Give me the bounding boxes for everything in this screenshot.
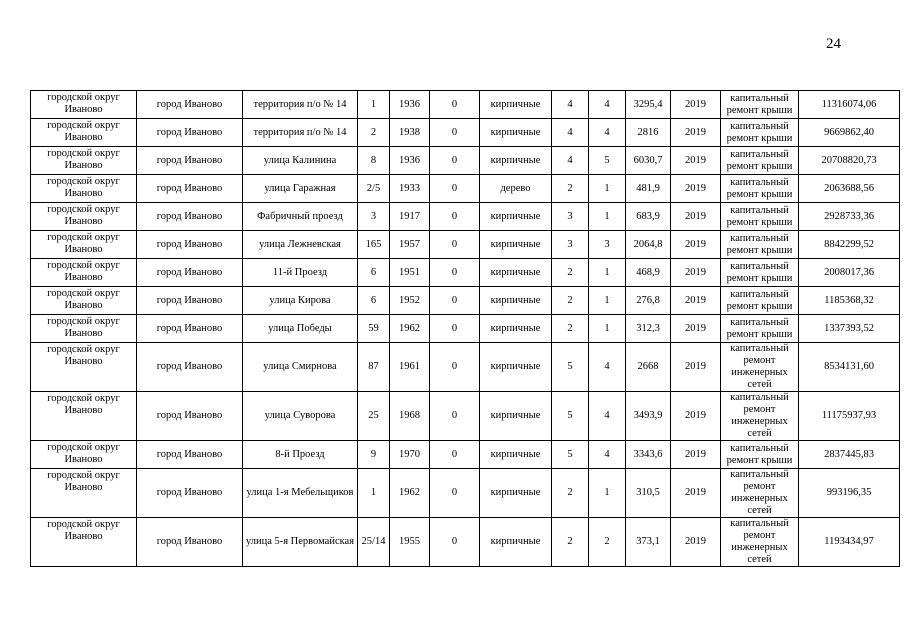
cell-floors: 3 <box>552 203 589 231</box>
cell-area: 276,8 <box>626 287 671 315</box>
cell-entrances: 4 <box>589 119 626 147</box>
cell-year: 1951 <box>390 259 430 287</box>
cell-district: городской округ Иваново <box>31 441 137 469</box>
cell-district: городской округ Иваново <box>31 315 137 343</box>
cell-material: кирпичные <box>480 231 552 259</box>
cell-floors: 2 <box>552 315 589 343</box>
cell-house: 3 <box>358 203 390 231</box>
table-row <box>31 259 900 287</box>
cell-entrances: 3 <box>589 231 626 259</box>
cell-year: 1917 <box>390 203 430 231</box>
cell-extra: 0 <box>430 231 480 259</box>
cell-district: городской округ Иваново <box>31 203 137 231</box>
cell-extra: 0 <box>430 147 480 175</box>
cell-year: 1936 <box>390 91 430 119</box>
table-row <box>31 315 900 343</box>
repair-plan-table <box>30 90 900 567</box>
cell-area: 3295,4 <box>626 91 671 119</box>
cell-area: 3493,9 <box>626 392 671 441</box>
cell-street: улица Суворова <box>243 392 358 441</box>
cell-material: кирпичные <box>480 518 552 567</box>
cell-house: 25 <box>358 392 390 441</box>
cell-plan-year: 2019 <box>671 287 721 315</box>
cell-material: кирпичные <box>480 392 552 441</box>
cell-cost: 8842299,52 <box>799 231 900 259</box>
cell-floors: 5 <box>552 392 589 441</box>
cell-house: 9 <box>358 441 390 469</box>
page-number: 24 <box>826 36 841 52</box>
cell-entrances: 4 <box>589 441 626 469</box>
cell-extra: 0 <box>430 343 480 392</box>
cell-material: кирпичные <box>480 91 552 119</box>
cell-area: 312,3 <box>626 315 671 343</box>
cell-year: 1970 <box>390 441 430 469</box>
cell-plan-year: 2019 <box>671 343 721 392</box>
cell-material: дерево <box>480 175 552 203</box>
cell-entrances: 4 <box>589 392 626 441</box>
cell-extra: 0 <box>430 119 480 147</box>
cell-city: город Иваново <box>137 147 243 175</box>
cell-material: кирпичные <box>480 287 552 315</box>
cell-work: капитальный ремонт крыши <box>721 287 799 315</box>
cell-extra: 0 <box>430 315 480 343</box>
cell-city: город Иваново <box>137 119 243 147</box>
table-row <box>31 392 900 441</box>
cell-entrances: 1 <box>589 259 626 287</box>
cell-city: город Иваново <box>137 392 243 441</box>
cell-cost: 1337393,52 <box>799 315 900 343</box>
cell-cost: 8534131,60 <box>799 343 900 392</box>
cell-work: капитальный ремонт крыши <box>721 119 799 147</box>
cell-plan-year: 2019 <box>671 203 721 231</box>
cell-work: капитальный ремонт крыши <box>721 203 799 231</box>
cell-street: улица Кирова <box>243 287 358 315</box>
cell-floors: 3 <box>552 231 589 259</box>
cell-entrances: 1 <box>589 287 626 315</box>
cell-area: 468,9 <box>626 259 671 287</box>
cell-house: 6 <box>358 259 390 287</box>
cell-house: 1 <box>358 91 390 119</box>
cell-plan-year: 2019 <box>671 91 721 119</box>
cell-extra: 0 <box>430 91 480 119</box>
cell-street: территория п/о № 14 <box>243 91 358 119</box>
cell-extra: 0 <box>430 469 480 518</box>
cell-plan-year: 2019 <box>671 147 721 175</box>
cell-area: 3343,6 <box>626 441 671 469</box>
cell-cost: 1185368,32 <box>799 287 900 315</box>
cell-district: городской округ Иваново <box>31 469 137 518</box>
cell-district: городской округ Иваново <box>31 518 137 567</box>
cell-cost: 11175937,93 <box>799 392 900 441</box>
cell-plan-year: 2019 <box>671 259 721 287</box>
cell-cost: 2008017,36 <box>799 259 900 287</box>
cell-city: город Иваново <box>137 91 243 119</box>
cell-year: 1968 <box>390 392 430 441</box>
cell-material: кирпичные <box>480 259 552 287</box>
cell-city: город Иваново <box>137 231 243 259</box>
cell-year: 1957 <box>390 231 430 259</box>
cell-entrances: 1 <box>589 469 626 518</box>
table-row <box>31 175 900 203</box>
cell-floors: 2 <box>552 259 589 287</box>
cell-city: город Иваново <box>137 203 243 231</box>
cell-work: капитальный ремонт крыши <box>721 259 799 287</box>
cell-extra: 0 <box>430 175 480 203</box>
table-row <box>31 119 900 147</box>
cell-house: 1 <box>358 469 390 518</box>
cell-district: городской округ Иваново <box>31 175 137 203</box>
cell-street: улица Победы <box>243 315 358 343</box>
cell-street: улица Гаражная <box>243 175 358 203</box>
table-row <box>31 231 900 259</box>
cell-cost: 993196,35 <box>799 469 900 518</box>
cell-city: город Иваново <box>137 175 243 203</box>
cell-cost: 9669862,40 <box>799 119 900 147</box>
cell-city: город Иваново <box>137 469 243 518</box>
cell-floors: 2 <box>552 287 589 315</box>
cell-cost: 20708820,73 <box>799 147 900 175</box>
cell-cost: 2837445,83 <box>799 441 900 469</box>
cell-house: 2/5 <box>358 175 390 203</box>
cell-house: 59 <box>358 315 390 343</box>
table-row <box>31 91 900 119</box>
table-body <box>31 91 900 567</box>
cell-district: городской округ Иваново <box>31 147 137 175</box>
cell-street: Фабричный проезд <box>243 203 358 231</box>
cell-area: 2668 <box>626 343 671 392</box>
cell-house: 2 <box>358 119 390 147</box>
cell-street: улица 5-я Первомайская <box>243 518 358 567</box>
cell-street: улица Лежневская <box>243 231 358 259</box>
cell-district: городской округ Иваново <box>31 91 137 119</box>
cell-year: 1961 <box>390 343 430 392</box>
cell-floors: 2 <box>552 175 589 203</box>
cell-extra: 0 <box>430 287 480 315</box>
cell-district: городской округ Иваново <box>31 287 137 315</box>
cell-extra: 0 <box>430 259 480 287</box>
cell-district: городской округ Иваново <box>31 392 137 441</box>
cell-floors: 5 <box>552 441 589 469</box>
cell-city: город Иваново <box>137 287 243 315</box>
cell-city: город Иваново <box>137 518 243 567</box>
cell-work: капитальный ремонт крыши <box>721 147 799 175</box>
cell-material: кирпичные <box>480 469 552 518</box>
cell-district: городской округ Иваново <box>31 259 137 287</box>
cell-floors: 4 <box>552 147 589 175</box>
cell-entrances: 5 <box>589 147 626 175</box>
cell-plan-year: 2019 <box>671 231 721 259</box>
cell-extra: 0 <box>430 392 480 441</box>
cell-house: 8 <box>358 147 390 175</box>
table-row <box>31 469 900 518</box>
cell-floors: 4 <box>552 119 589 147</box>
cell-material: кирпичные <box>480 119 552 147</box>
cell-plan-year: 2019 <box>671 469 721 518</box>
cell-house: 165 <box>358 231 390 259</box>
cell-work: капитальный ремонт крыши <box>721 315 799 343</box>
table-row <box>31 147 900 175</box>
cell-year: 1952 <box>390 287 430 315</box>
cell-district: городской округ Иваново <box>31 343 137 392</box>
cell-entrances: 1 <box>589 315 626 343</box>
cell-floors: 4 <box>552 91 589 119</box>
cell-floors: 2 <box>552 518 589 567</box>
cell-work: капитальный ремонт инженерных сетей <box>721 392 799 441</box>
cell-area: 481,9 <box>626 175 671 203</box>
cell-material: кирпичные <box>480 147 552 175</box>
cell-district: городской округ Иваново <box>31 231 137 259</box>
cell-plan-year: 2019 <box>671 119 721 147</box>
cell-area: 683,9 <box>626 203 671 231</box>
cell-year: 1962 <box>390 469 430 518</box>
cell-plan-year: 2019 <box>671 392 721 441</box>
table-row <box>31 203 900 231</box>
cell-area: 310,5 <box>626 469 671 518</box>
cell-entrances: 4 <box>589 91 626 119</box>
cell-street: улица Калинина <box>243 147 358 175</box>
cell-work: капитальный ремонт инженерных сетей <box>721 518 799 567</box>
table-row <box>31 441 900 469</box>
cell-entrances: 1 <box>589 203 626 231</box>
cell-plan-year: 2019 <box>671 315 721 343</box>
cell-year: 1936 <box>390 147 430 175</box>
cell-work: капитальный ремонт крыши <box>721 231 799 259</box>
cell-work: капитальный ремонт крыши <box>721 441 799 469</box>
cell-city: город Иваново <box>137 441 243 469</box>
cell-material: кирпичные <box>480 315 552 343</box>
cell-street: территория п/о № 14 <box>243 119 358 147</box>
cell-plan-year: 2019 <box>671 518 721 567</box>
cell-area: 2816 <box>626 119 671 147</box>
cell-year: 1933 <box>390 175 430 203</box>
cell-area: 373,1 <box>626 518 671 567</box>
cell-material: кирпичные <box>480 441 552 469</box>
cell-street: улица 1-я Мебельщиков <box>243 469 358 518</box>
cell-city: город Иваново <box>137 343 243 392</box>
cell-cost: 1193434,97 <box>799 518 900 567</box>
cell-year: 1938 <box>390 119 430 147</box>
cell-work: капитальный ремонт инженерных сетей <box>721 469 799 518</box>
cell-plan-year: 2019 <box>671 175 721 203</box>
cell-entrances: 4 <box>589 343 626 392</box>
cell-street: 8-й Проезд <box>243 441 358 469</box>
cell-cost: 11316074,06 <box>799 91 900 119</box>
table-row <box>31 287 900 315</box>
cell-house: 87 <box>358 343 390 392</box>
cell-house: 25/14 <box>358 518 390 567</box>
cell-area: 2064,8 <box>626 231 671 259</box>
table-row <box>31 518 900 567</box>
cell-extra: 0 <box>430 441 480 469</box>
cell-entrances: 2 <box>589 518 626 567</box>
cell-extra: 0 <box>430 203 480 231</box>
cell-floors: 5 <box>552 343 589 392</box>
cell-city: город Иваново <box>137 315 243 343</box>
cell-year: 1955 <box>390 518 430 567</box>
cell-cost: 2928733,36 <box>799 203 900 231</box>
cell-floors: 2 <box>552 469 589 518</box>
table-row <box>31 343 900 392</box>
cell-material: кирпичные <box>480 343 552 392</box>
cell-house: 6 <box>358 287 390 315</box>
cell-plan-year: 2019 <box>671 441 721 469</box>
cell-work: капитальный ремонт крыши <box>721 91 799 119</box>
cell-extra: 0 <box>430 518 480 567</box>
cell-work: капитальный ремонт крыши <box>721 175 799 203</box>
cell-street: улица Смирнова <box>243 343 358 392</box>
cell-entrances: 1 <box>589 175 626 203</box>
cell-cost: 2063688,56 <box>799 175 900 203</box>
cell-work: капитальный ремонт инженерных сетей <box>721 343 799 392</box>
cell-street: 11-й Проезд <box>243 259 358 287</box>
cell-district: городской округ Иваново <box>31 119 137 147</box>
cell-material: кирпичные <box>480 203 552 231</box>
cell-city: город Иваново <box>137 259 243 287</box>
cell-year: 1962 <box>390 315 430 343</box>
cell-area: 6030,7 <box>626 147 671 175</box>
